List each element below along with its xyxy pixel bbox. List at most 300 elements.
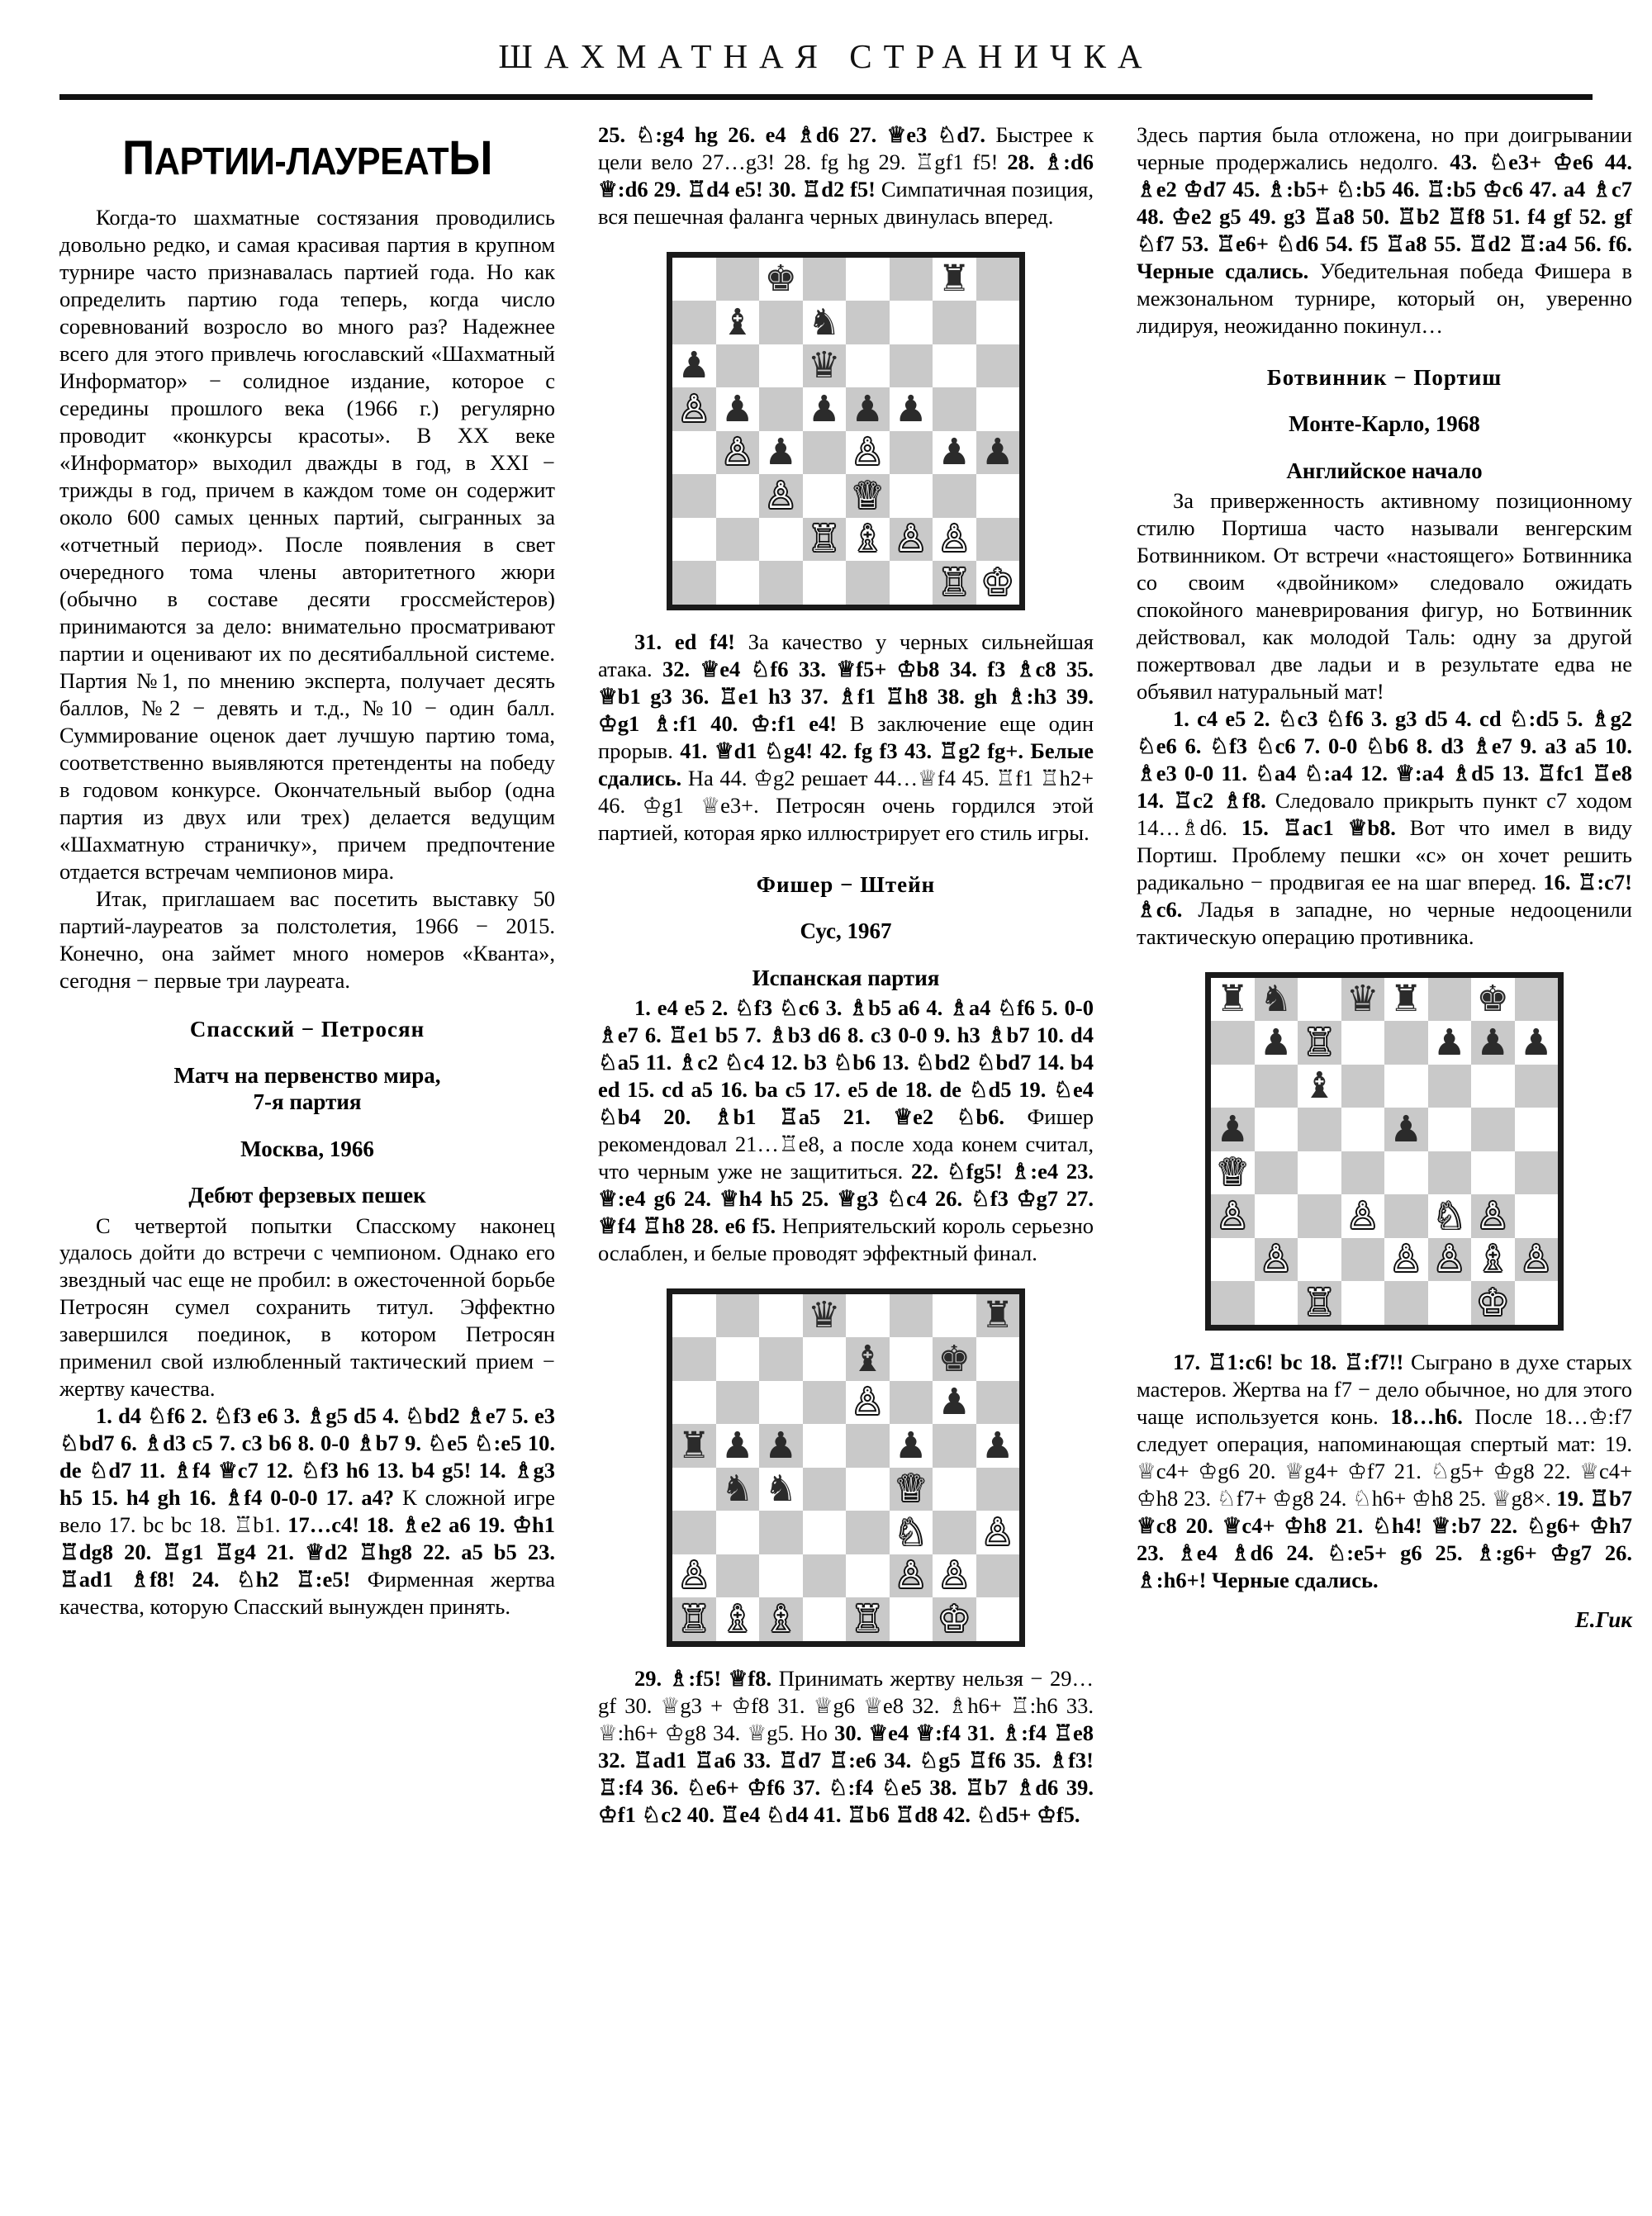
board-square-d5 [1341,1108,1385,1151]
piece-q: ♛ [808,1294,841,1337]
board-square-f8 [890,258,933,301]
piece-n: ♞ [1260,978,1293,1021]
piece-K: ♔ [1476,1281,1509,1324]
piece-p: ♟ [938,431,971,474]
board-square-b8 [716,258,760,301]
board-square-a1 [672,1597,716,1641]
board-square-f3 [890,1511,933,1554]
board-square-h8 [1515,978,1559,1022]
game-2-moves-1: 1. e4 e5 2. ♘f3 ♘c6 3. ♗b5 a6 4. ♗a4 ♘f6 5. 0-0 ♗e7 6. ♖e1 b5 7. ♗b3 d6 8. c3 0-0 9. h3 ♗b7 10. d4 ♘a5 11. ♗c2 ♘c4 12. b3 ♘b6 13. ♘bd2 ♘bd7 14. b4 ed 15. cd a5 16. ba c5 17. e5 de 18. de ♘d5 19. ♘e4 ♘b4 20. ♗b1 ♖a5 21. ♕e2 ♘b6. [598,994,1094,1129]
piece-b: ♝ [1303,1065,1336,1108]
piece-p: ♟ [764,431,797,474]
piece-N: ♘ [895,1511,928,1554]
board-square-d5 [803,1424,847,1468]
board-square-e7 [1384,1021,1428,1065]
piece-K: ♔ [938,1597,971,1640]
board-square-f5 [890,387,933,431]
game-1-moves-6: 32. ♕e4 ♘f6 33. ♕f5+ ♔b8 34. f3 ♗c8 35. ♕b1 g3 36. ♖e1 h3 37. ♗f1 ♖h8 38. gh ♗:h3 39. ♔g1 ♗:f1 40. ♔:f1 e4! [598,656,1094,736]
game-3-comment-5: После 18…♔:f7 следует операция, напоминающая спертый мат: 19. ♕c4+ ♔g6 20. ♕g4+ ♔f7 21. ♘g5+ ♔g8 22. ♕c4+ ♔h8 23. ♘f7+ ♔g8 24. ♘h6+ ♔h8 25. ♕g8×. [1137,1403,1633,1511]
board-square-h7 [976,301,1020,344]
game-2-comment-3: Принимать жертву нельзя − 29…gf 30. ♕g3 + ♔f8 31. ♕g6 ♕e8 32. ♗h6+ ♖:h6 33. ♕:h6+ ♔g8 34. ♕g5. Но [598,1665,1094,1745]
game-2-opening: Испанская партия [752,965,940,990]
piece-p: ♟ [1476,1021,1509,1064]
board-square-h2 [976,1554,1020,1598]
board-square-b3 [716,1511,760,1554]
game-2-moves-4: 30. ♕e4 ♕:f4 31. ♗:f4 ♖e8 32. ♖ad1 ♖a6 33. ♖d7 ♖:e6 34. ♘g5 ♖f6 35. ♗f3! ♖:f4 36. ♘e6+ ♔f6 37. ♘:f4 ♘e5 38. ♖b7 ♗d6 39. ♔f1 ♘c2 40. ♖e4 ♘d4 41. ♖b6 ♖d8 42. ♘d5+ ♔f5. [598,1720,1094,1827]
board-square-b7 [716,1337,760,1381]
board-square-c8 [759,258,803,301]
game-2-moves-block-1 [598,994,1094,1267]
board-square-a1 [672,561,716,605]
board-square-b4 [716,1468,760,1511]
board-square-c1 [759,1597,803,1641]
piece-p: ♟ [895,387,928,430]
board-square-d7 [1341,1021,1385,1065]
board-square-d1 [1341,1281,1385,1325]
piece-P: ♙ [1389,1238,1422,1281]
column-2 [598,121,1094,1829]
board-square-c4 [759,431,803,475]
board-square-g8 [933,1294,976,1338]
board-square-h6 [976,1381,1020,1425]
board-square-e5 [1384,1108,1428,1151]
column-3 [1137,121,1632,1633]
game-3-moves-block-1 [1137,705,1632,951]
intro-paragraph-2: Итак, приглашаем вас посетить выставку 50 партий-лауреатов за полстолетия, 1966 − 2015. Конечно, она займет много номеров «Кванта», сегодня − первые три лауреата. [59,885,555,993]
piece-P: ♙ [721,431,754,474]
board-square-g3 [1471,1194,1515,1238]
game-1-moves-3: 25. ♘:g4 hg 26. e4 ♗d6 27. ♕e3 ♘d7. [598,122,985,147]
board-square-b6 [716,1381,760,1425]
board-square-b2 [716,1554,760,1598]
board-square-a6 [672,344,716,388]
board-square-e3 [846,1511,890,1554]
game-1-event-line-2: 7-я партия [253,1089,362,1115]
piece-n: ♞ [808,301,841,344]
board-square-a8 [672,1294,716,1338]
piece-p: ♟ [981,1424,1014,1467]
game-1-moves-1: 1. d4 ♘f6 2. ♘f3 e6 3. ♗g5 d5 4. ♘bd2 ♗e7 5. e3 ♘bd7 6. ♗d3 c5 7. c3 b6 8. 0-0 ♗b7 9. ♘e5 ♘:e5 10. de ♘d7 11. ♗f4 ♕c7 12. ♘f3 h6 13. b4 g5! 14. ♗g3 h5 15. h4 gh 16. ♗f4 0-0-0 17. a4? [59,1403,555,1511]
piece-P: ♙ [1476,1194,1509,1237]
board-square-f5 [890,1424,933,1468]
board-square-g6 [1471,1065,1515,1108]
board-square-d2 [1341,1238,1385,1282]
headline-drop-cap: П [122,131,154,185]
game-3-moves-5: 18…h6. [1390,1403,1463,1429]
board-square-e7 [846,1337,890,1381]
board-square-b5 [1255,1108,1298,1151]
game-1-diagram-wrap [598,252,1094,610]
game-3-opening: Английское начало [1286,458,1483,483]
board-square-e6 [846,344,890,388]
board-square-b2 [716,518,760,562]
board-square-c6 [759,1381,803,1425]
board-square-d3 [803,1511,847,1554]
column-container [0,100,1652,1829]
board-square-a5 [672,387,716,431]
piece-r: ♜ [981,1294,1014,1337]
board-square-e1 [1384,1281,1428,1325]
game-1-comment-7: На 44. ♔g2 решает 44…♕f4 45. ♖f1 ♖h2+ 46. ♔g1 ♕e3+. Петросян очень гордился этой партией, которая ярко иллюстрирует его стиль игры. [598,765,1094,845]
board-square-c2 [759,1554,803,1598]
board-square-f5 [1428,1108,1472,1151]
board-square-g5 [933,1424,976,1468]
board-square-e2 [846,1554,890,1598]
board-square-g8 [933,258,976,301]
intro-paragraph-1: Когда-то шахматные состязания проводились довольно редко, и самая красивая партия в крупном турнире часто признавалась партией года. Но как определить партию года теперь, когда число соревнований возросло во много раз? Надежнее всего для этого привлечь югославский «Шахматный Информатор» − солидное издание, которое с середины прошлого века (1966 г.) регулярно проводит «конкурсы красоты». В XX веке «Информатор» выходил дважды в год, в XXI − трижды в год, причем в каждом томе он содержит около 600 самых ценных партий, сыгранных за «отчетный период». После появления в свет очередного тома члены авторитетного жюри (обычно в составе десяти гроссмейстеров) принимаются за дело: внимательно просматривают партии и оценивают их по десятибалльной системе. Партия №1, по мнению эксперта, получает десять баллов, №2 − девять и т.д., №10 − один балл. Суммирование оценок дает лучшую партию тома, соответственно выявляются претенденты на победу в годовом конкурсе. Окончательный выбор (одна партия из двух или трех) делается ведущим «Шахматную страничку», причем предпочтение отдается встречам чемпионов мира. [59,205,555,884]
piece-k: ♚ [938,1337,971,1380]
game-1-moves-4: 28. ♗:d6 ♕:d6 29. ♖d4 e5! 30. ♖d2 f5! [598,149,1094,202]
board-square-a7 [672,1337,716,1381]
game-1-moves-block-3 [598,629,1094,847]
game-1-opening: Дебют ферзевых пешек [188,1183,426,1208]
board-square-c5 [1298,1108,1341,1151]
board-square-c1 [1298,1281,1341,1325]
game-1-comment-5: За качество у черных сильнейшая атака. [598,629,1094,681]
piece-B: ♗ [721,1597,754,1640]
board-square-h5 [976,387,1020,431]
board-square-e6 [1384,1065,1428,1108]
board-square-d4 [1341,1151,1385,1195]
piece-n: ♞ [764,1468,797,1511]
game-3-place: Монте-Карло, 1968 [1289,411,1480,437]
game-2-moves-3: 29. ♗:f5! ♕f8. [634,1665,772,1691]
board-square-d7 [803,301,847,344]
piece-p: ♟ [1520,1021,1553,1064]
game-2-comment-1: Фишер рекомендовал 21…♖e8, а после хода конем считал, что черным уже не защититься. [598,1103,1094,1184]
game-2-place: Сус, 1967 [800,918,892,944]
piece-P: ♙ [938,518,971,561]
board-square-f2 [1428,1238,1472,1282]
board-square-f2 [890,518,933,562]
board-square-h1 [976,1597,1020,1641]
piece-Q: ♕ [851,474,884,517]
board-square-c6 [759,344,803,388]
board-square-f6 [1428,1065,1472,1108]
board-square-h7 [1515,1021,1559,1065]
game-1-event-line-1: Матч на первенство мира, [173,1062,441,1088]
game-3-moves-6: 19. ♖b7 ♕c8 20. ♕c4+ ♔h8 21. ♘h4! ♕:b7 22. ♘g6+ ♔h7 23. ♗e4 ♗d6 24. ♘:e5+ g6 25. ♗:g6+ ♔g7 26. ♗:h6+! Черные сдались. [1137,1485,1633,1592]
board-square-a4 [672,1468,716,1511]
masthead-title: ШАХМАТНАЯ СТРАНИЧКА [498,37,1154,75]
piece-q: ♛ [808,344,841,387]
piece-P: ♙ [851,431,884,474]
board-square-e2 [846,518,890,562]
piece-P: ♙ [895,1554,928,1597]
board-square-b7 [1255,1021,1298,1065]
board-square-g7 [933,1337,976,1381]
game-2-moves-5: 43. ♘e3+ ♔e6 44. ♗e2 ♔d7 45. ♗:b5+ ♘:b5 46. ♖:b5 ♔c6 47. a4 ♗c7 48. ♔e2 g5 49. g3 ♖a8 50. ♖b2 ♖f8 51. f4 gf 52. gf ♘f7 53. ♖e6+ ♘d6 54. f5 ♖a8 55. ♖d2 ♖:a4 56. f6. Черные сдались. [1137,149,1632,283]
board-square-c8 [759,1294,803,1338]
piece-P: ♙ [851,1381,884,1424]
board-square-d6 [803,344,847,388]
board-square-c4 [1298,1151,1341,1195]
piece-r: ♜ [677,1424,710,1467]
board-square-f3 [890,474,933,518]
game-3-moves-4: 17. ♖1:c6! bc 18. ♖:f7!! [1173,1349,1404,1374]
board-square-h4 [976,431,1020,475]
board-square-d8 [803,1294,847,1338]
game-1-event [59,1062,555,1116]
article-headline [74,131,540,185]
piece-k: ♚ [1476,978,1509,1021]
board-square-e3 [846,474,890,518]
piece-K: ♔ [981,561,1014,604]
game-2-players: Фишер − Штейн [756,871,936,897]
game-3-comment-3: Ладья в западне, но черные недооценили тактическую операцию противника. [1137,896,1632,949]
board-square-f7 [890,1337,933,1381]
board-square-g4 [933,1468,976,1511]
board-square-h4 [1515,1151,1559,1195]
board-square-g2 [1471,1238,1515,1282]
headline-rest: АРТИИ-ЛАУРЕАТ [154,140,449,183]
game-2-moves-block-2 [598,1665,1094,1829]
piece-p: ♟ [895,1424,928,1467]
board-square-h1 [976,561,1020,605]
game-2-moves-2: 22. ♘fg5! ♗:e4 23. ♕:e4 g6 24. ♕h4 h5 25. ♕g3 ♘c4 26. ♘f3 ♔g7 27. ♕f4 ♖h8 28. e6 f5. [598,1158,1094,1238]
board-square-e6 [846,1381,890,1425]
board-square-a8 [1211,978,1255,1022]
board-square-c3 [1298,1194,1341,1238]
game-1-comment-3: Быстрее к цели вело 27…g3! 28. fg hg 29. ♖gf1 f5! [598,122,1094,174]
board-square-e4 [846,1468,890,1511]
board-square-a6 [1211,1065,1255,1108]
piece-p: ♟ [1216,1108,1249,1151]
game-1-players: Спасский − Петросян [189,1016,425,1042]
board-square-h2 [1515,1238,1559,1282]
game-1-comment-6: В заключение еще один прорыв. [598,710,1094,763]
board-square-b5 [716,1424,760,1468]
board-square-c1 [759,561,803,605]
board-square-c5 [759,1424,803,1468]
board-square-g2 [933,518,976,562]
piece-P: ♙ [1260,1238,1293,1281]
piece-P: ♙ [1216,1194,1249,1237]
board-square-b3 [716,474,760,518]
board-square-g1 [933,1597,976,1641]
piece-p: ♟ [677,344,710,387]
piece-P: ♙ [677,387,710,430]
masthead [0,0,1652,100]
piece-p: ♟ [764,1424,797,1467]
board-square-d6 [1341,1065,1385,1108]
board-square-d4 [803,1468,847,1511]
piece-p: ♟ [1433,1021,1466,1064]
board-square-e8 [846,1294,890,1338]
board-square-f4 [890,1468,933,1511]
game-1-place: Москва, 1966 [240,1136,374,1161]
board-square-c6 [1298,1065,1341,1108]
board-square-g1 [1471,1281,1515,1325]
board-square-c7 [759,1337,803,1381]
piece-R: ♖ [1303,1281,1336,1324]
board-square-g3 [933,1511,976,1554]
board-square-h4 [976,1468,1020,1511]
board-square-g8 [1471,978,1515,1022]
board-square-g6 [933,1381,976,1425]
board-square-e1 [846,561,890,605]
piece-B: ♗ [1476,1238,1509,1281]
board-square-f7 [890,301,933,344]
board-square-h5 [976,1424,1020,1468]
board-square-f6 [890,1381,933,1425]
board-square-a4 [672,431,716,475]
board-square-d7 [803,1337,847,1381]
piece-p: ♟ [851,387,884,430]
board-square-f8 [890,1294,933,1338]
game-1-intro-text: С четвертой попытки Спасскому наконец удалось дойти до встречи с чемпионом. Однако его звездный час еще не пробил: в ожесточенной борьбе Петросян сумел сохранить титул. Эффектно завершился поединок, в котором Петросян применил свой излюбленный тактический прием − жертву качества. [59,1212,555,1402]
game-3-comment-2: Вот что имел в виду Портиш. Проблему пешки «c» он хочет решить радикально − продвигая ее на шаг вперед. [1137,814,1632,894]
chess-diagram-2 [667,1288,1025,1647]
board-square-h2 [976,518,1020,562]
piece-n: ♞ [721,1468,754,1511]
board-square-c7 [1298,1021,1341,1065]
board-square-a5 [1211,1108,1255,1151]
board-square-f8 [1428,978,1472,1022]
board-square-a3 [672,1511,716,1554]
piece-r: ♜ [1216,978,1249,1021]
piece-P: ♙ [938,1554,971,1597]
board-square-b2 [1255,1238,1298,1282]
board-square-b6 [716,344,760,388]
board-square-b8 [1255,978,1298,1022]
piece-B: ♗ [764,1597,797,1640]
board-square-d5 [803,387,847,431]
chess-diagram-1 [667,252,1025,610]
piece-p: ♟ [808,387,841,430]
piece-P: ♙ [1346,1194,1379,1237]
game-2-diagram-wrap [598,1288,1094,1647]
board-square-g7 [933,301,976,344]
board-square-b6 [1255,1065,1298,1108]
piece-r: ♜ [1389,978,1422,1021]
piece-P: ♙ [981,1511,1014,1554]
board-square-g4 [933,431,976,475]
board-square-g5 [933,387,976,431]
game-1-comment-4: Симпатичная позиция, вся пешечная фаланга черных двинулась вперед. [598,176,1094,229]
board-square-b1 [1255,1281,1298,1325]
column-1 [59,121,555,1620]
board-square-d3 [803,474,847,518]
board-square-c3 [759,474,803,518]
piece-Q: ♕ [1216,1151,1249,1194]
board-square-b1 [716,561,760,605]
board-square-e4 [846,431,890,475]
board-square-a4 [1211,1151,1255,1195]
board-square-c7 [759,301,803,344]
game-3-intro-text: За приверженность активному позиционному стилю Портиша часто называли венгерским Ботвинником. От встречи «настоящего» Ботвинника со своим «двойником» следовало ожидать спокойного маневрирования фигур, но Ботвинник действовал, как молодой Таль: одну за другой пожертвовал две ладьи и в результате едва не объявил натуральный мат! [1137,488,1632,704]
board-square-d2 [803,518,847,562]
piece-p: ♟ [981,431,1014,474]
board-square-a3 [672,474,716,518]
piece-R: ♖ [677,1597,710,1640]
board-square-e5 [846,1424,890,1468]
chess-diagram-3 [1205,972,1564,1331]
game-2-comment-2: Неприятельский король серьезно ослаблен, и белые проводят эффектный финал. [598,1212,1094,1265]
board-square-f1 [890,1597,933,1641]
piece-P: ♙ [764,474,797,517]
piece-Q: ♕ [895,1468,928,1511]
board-square-b3 [1255,1194,1298,1238]
piece-p: ♟ [1260,1021,1293,1064]
game-3-comment-1: Следовало прикрыть пункт c7 ходом 14…♗d6. [1137,787,1633,840]
board-square-a8 [672,258,716,301]
board-square-h6 [1515,1065,1559,1108]
game-3-moves-2: 15. ♖ac1 ♕b8. [1241,814,1396,840]
board-square-d8 [1341,978,1385,1022]
board-square-h1 [1515,1281,1559,1325]
piece-N: ♘ [1433,1194,1466,1237]
board-square-c5 [759,387,803,431]
board-square-d1 [803,561,847,605]
game-3-moves-3: 16. ♖:c7! ♗c6. [1137,869,1633,922]
piece-p: ♟ [938,1381,971,1424]
board-square-a5 [672,1424,716,1468]
piece-p: ♟ [721,387,754,430]
piece-P: ♙ [677,1554,710,1597]
board-square-d1 [803,1597,847,1641]
game-3-moves-1: 1. c4 e5 2. ♘c3 ♘f6 3. g3 d5 4. cd ♘:d5 5. ♗g2 ♘e6 6. ♘f3 ♘c6 7. 0-0 ♘b6 8. d3 ♗e7 9. a3 a5 10. ♗e3 0-0 11. ♘a4 ♘:a4 12. ♕:a4 ♗d5 13. ♖fc1 ♖e8 14. ♖c2 ♗f8. [1137,705,1632,813]
board-square-g6 [933,344,976,388]
game-3-players: Ботвинник − Портиш [1266,364,1502,390]
piece-p: ♟ [721,1424,754,1467]
board-square-e1 [846,1597,890,1641]
piece-B: ♗ [851,518,884,561]
board-square-c8 [1298,978,1341,1022]
board-square-g2 [933,1554,976,1598]
board-square-f3 [1428,1194,1472,1238]
board-square-h3 [1515,1194,1559,1238]
piece-p: ♟ [1389,1108,1422,1151]
board-square-f7 [1428,1021,1472,1065]
game-1-moves-2: 17…c4! 18. ♗e2 a6 19. ♔h1 ♖dg8 20. ♖g1 ♖g4 21. ♕d2 ♖hg8 22. a5 b5 23. ♖ad1 ♗f8! 24. ♘h2 ♖:e5! [59,1512,556,1592]
board-square-b4 [716,431,760,475]
board-square-g3 [933,474,976,518]
game-1-moves-block-1 [59,1402,555,1620]
piece-b: ♝ [721,301,754,344]
board-square-e4 [1384,1151,1428,1195]
board-square-a6 [672,1381,716,1425]
board-square-d3 [1341,1194,1385,1238]
board-square-c4 [759,1468,803,1511]
board-square-h3 [976,1511,1020,1554]
game-3-diagram-wrap [1137,972,1632,1331]
piece-R: ♖ [808,518,841,561]
board-square-a2 [672,1554,716,1598]
game-2-comment-4: Здесь партия была отложена, но при доигрывании черные продержались недолго. [1137,122,1632,174]
game-1-moves-5: 31. ed f4! [634,629,735,654]
board-square-g7 [1471,1021,1515,1065]
board-square-h8 [976,258,1020,301]
game-3-moves-block-2 [1137,1349,1632,1594]
board-square-e3 [1384,1194,1428,1238]
board-square-b4 [1255,1151,1298,1195]
board-square-h6 [976,344,1020,388]
board-square-h3 [976,474,1020,518]
piece-P: ♙ [1433,1238,1466,1281]
board-square-d6 [803,1381,847,1425]
board-square-b1 [716,1597,760,1641]
board-square-d2 [803,1554,847,1598]
board-square-b7 [716,301,760,344]
board-square-f1 [890,561,933,605]
piece-R: ♖ [851,1597,884,1640]
board-square-a7 [1211,1021,1255,1065]
board-square-e8 [846,258,890,301]
masthead-rule [59,94,1593,100]
piece-r: ♜ [938,258,971,301]
game-1-comment-1: К сложной игре вело 17. bc bc 18. ♖b1. [59,1485,555,1538]
